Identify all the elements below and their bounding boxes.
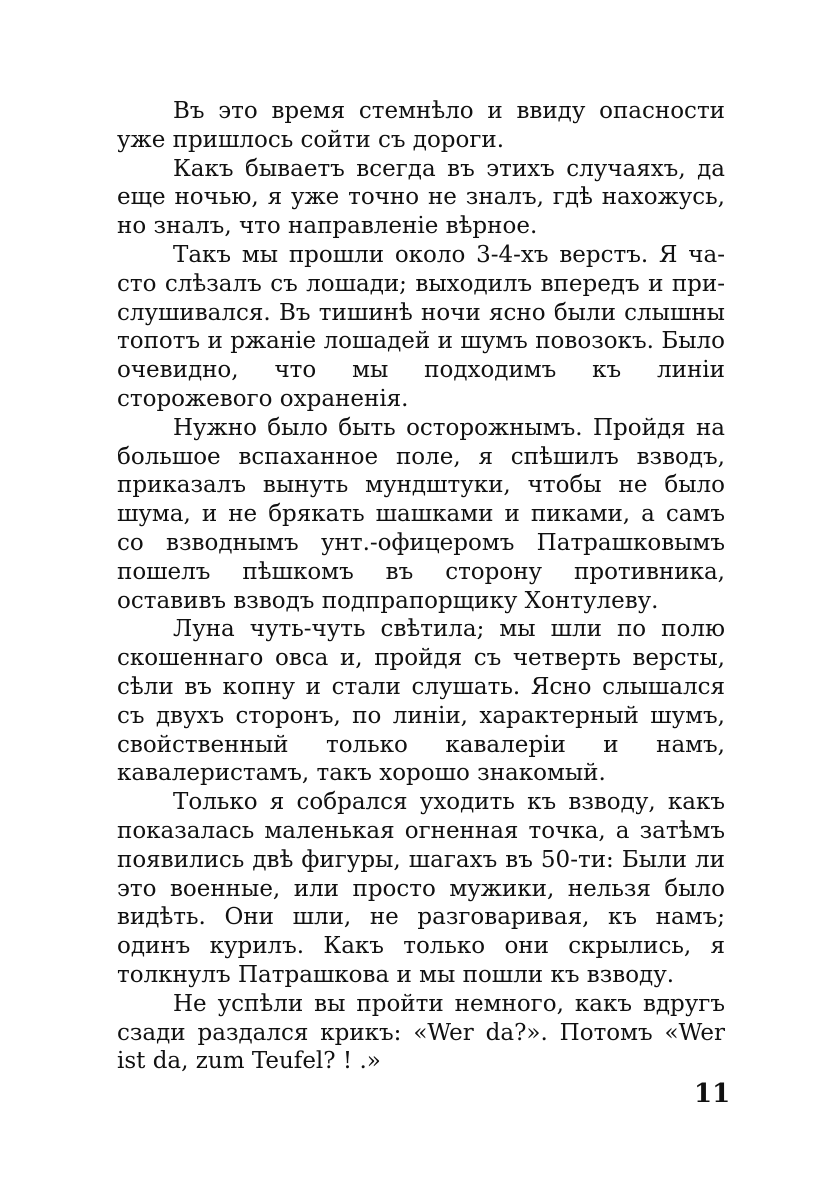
page-number: 11 bbox=[694, 1079, 731, 1109]
paragraph-6: Только я собрался уходить къ взводу, какъ показалась маленькая огненная точка, а затѣмъ появились двѣ фигуры, шагахъ въ 50-ти: Были ли это военные, или просто мужики, нельзя было видѣть. Они шли, не разговаривая, къ намъ; одинъ курилъ. Какъ только они скрылись, я толкнулъ Патрашкова и мы пошли къ взводу. bbox=[117, 789, 725, 988]
paragraph-3: Такъ мы прошли около 3-4-хъ верстъ. Я часто слѣзалъ съ лошади; выходилъ впередъ и прислушивался. Въ тишинѣ ночи ясно были слышны топотъ и ржаніе лошадей и шумъ повозокъ. Было очевидно, что мы подходимъ къ линіи сторожевого охраненія. bbox=[117, 241, 725, 412]
paragraph-4: Нужно было быть осторожнымъ. Пройдя на большое вспаханное поле, я спѣшилъ взводъ, приказалъ вынуть мундштуки, чтобы не было шума, и не брякать шашками и пиками, а самъ со взводнымъ унт.-офицеромъ Патрашковымъ пошелъ пѣшкомъ въ сторону противника, оставивъ взводъ подпрапорщику Хонтулеву. bbox=[117, 414, 725, 614]
paragraph-7: Не успѣли вы пройти немного, какъ вдругъ сзади раздался крикъ: «Wer da?». Потомъ «Wer ist da, zum Teufel? ! .» bbox=[117, 990, 725, 1075]
paragraph-2: Какъ бываетъ всегда въ этихъ случаяхъ, да еще ночью, я уже точно не зналъ, гдѣ нахожусь, но зналъ, что направленіе вѣрное. bbox=[117, 155, 725, 240]
paragraph-5: Луна чуть-чуть свѣтила; мы шли по полю скошеннаго овса и, пройдя съ четверть версты, сѣли въ копну и стали слушать. Ясно слышался съ двухъ сторонъ, по линіи, характерный шумъ, свойственный только кавалеріи и намъ, кавалеристамъ, такъ хорошо знакомый. bbox=[117, 616, 725, 787]
paragraph-1: Въ это время стемнѣло и ввиду опасности уже пришлось сойти съ дороги. bbox=[117, 98, 725, 153]
body-text bbox=[117, 97, 725, 1076]
